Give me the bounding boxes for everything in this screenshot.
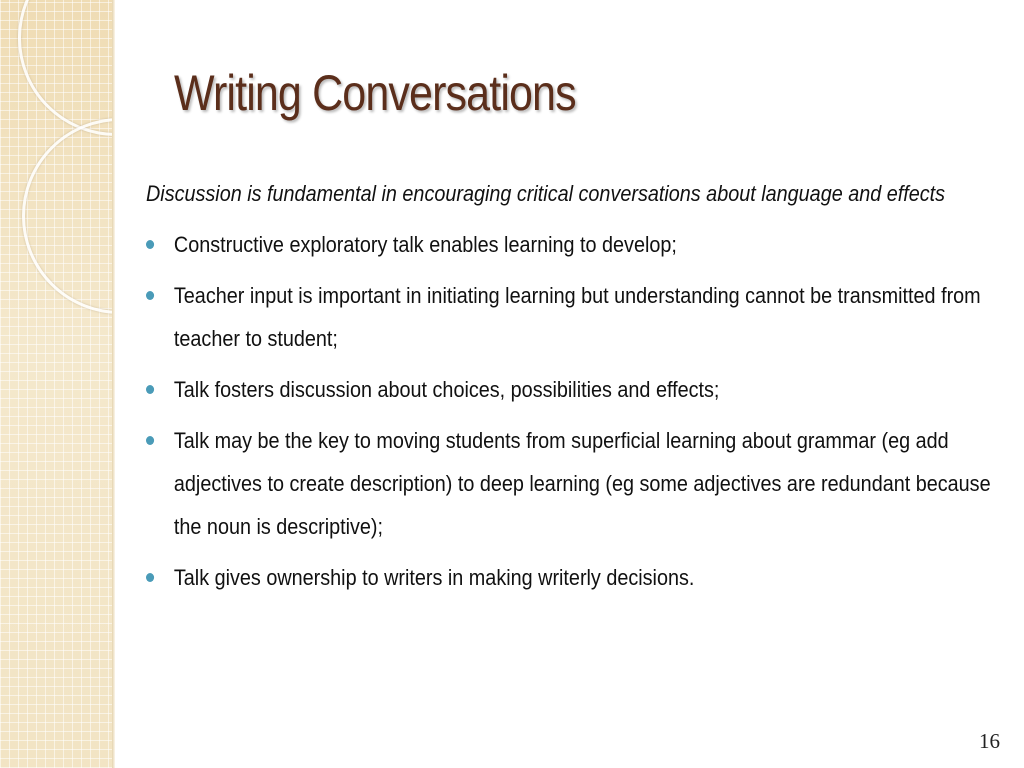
intro-text: Discussion is fundamental in encouraging critical conversations about language and effects: [146, 181, 946, 206]
bullet-text: Talk may be the key to moving students from superficial learning about grammar (eg add adjectives to create description) to deep learning (eg some adjectives are redundant because the noun is descriptive);: [173, 428, 991, 539]
bullet-text: Talk fosters discussion about choices, possibilities and effects;: [173, 377, 720, 402]
bullet-text: Constructive exploratory talk enables learning to develop;: [173, 232, 677, 257]
slide-title: Writing Conversations: [174, 65, 576, 121]
list-item: [146, 223, 1020, 266]
slide-body: [146, 172, 991, 607]
band-edge-divider: [112, 0, 115, 768]
list-item: [146, 368, 1020, 411]
bullet-dot-icon: [146, 291, 154, 300]
bullet-dot-icon: [146, 436, 154, 445]
bullet-dot-icon: [146, 240, 154, 249]
list-item: [146, 419, 1020, 548]
page-number: 16: [979, 729, 1000, 753]
bullet-dot-icon: [146, 385, 154, 394]
bullet-text: Teacher input is important in initiating learning but understanding cannot be transmitted from teacher to student;: [173, 283, 981, 351]
bullet-dot-icon: [146, 573, 154, 582]
bullet-list: [146, 223, 991, 599]
list-item: [146, 556, 1020, 599]
list-item: [146, 274, 1020, 360]
bullet-text: Talk gives ownership to writers in making writerly decisions.: [173, 565, 695, 590]
